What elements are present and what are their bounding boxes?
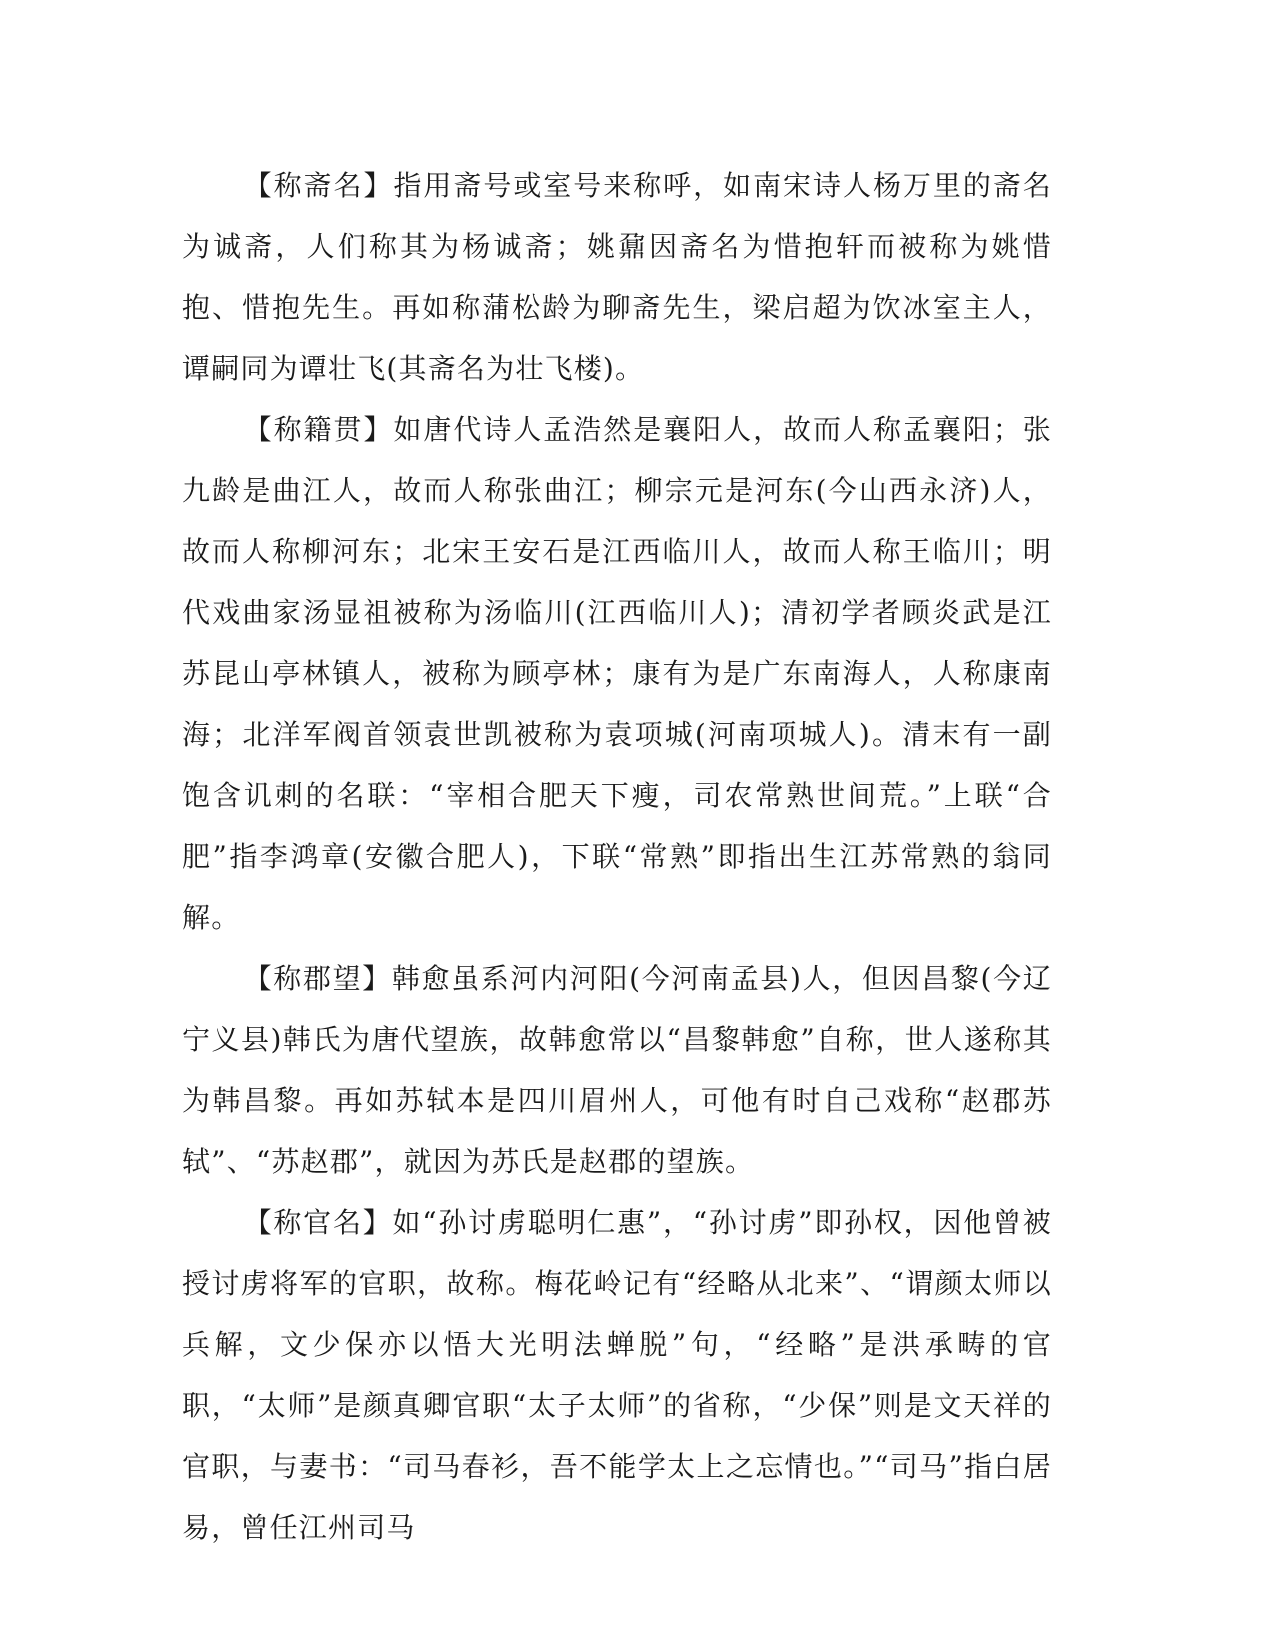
- paragraph-official-title: 【称官名】如“孙讨虏聪明仁惠”，“孙讨虏”即孙权，因他曾被授讨虏将军的官职，故称。梅花岭记有“经略从北来”、“谓颜太师以兵解，文少保亦以悟大光明法蝉脱”句，“经略”是洪承畴的官职，“太师”是颜真卿官职“太子太师”的省称，“少保”则是文天祥的官职，与妻书：“司马春衫，吾不能学太上之忘情也。”“司马”指白居易，曾任江州司马: [182, 1206, 1052, 1544]
- paragraph-native-place: 【称籍贯】如唐代诗人孟浩然是襄阳人，故而人称孟襄阳；张九龄是曲江人，故而人称张曲江；柳宗元是河东(今山西永济)人，故而人称柳河东；北宋王安石是江西临川人，故而人称王临川；明代戏曲家汤显祖被称为汤临川(江西临川人)；清初学者顾炎武是江苏昆山亭林镇人，被称为顾亭林；康有为是广东南海人，人称康南海；北洋军阀首领袁世凯被称为袁项城(河南项城人)。清末有一副饱含讥刺的名联：“宰相合肥天下瘦，司农常熟世间荒。”上联“合肥”指李鸿章(安徽合肥人)，下联“常熟”即指出生江苏常熟的翁同解。: [182, 413, 1052, 934]
- document-body: [182, 155, 1052, 1558]
- paragraph-studio-name: 【称斋名】指用斋号或室号来称呼，如南宋诗人杨万里的斋名为诚斋，人们称其为杨诚斋；姚鼐因斋名为惜抱轩而被称为姚惜抱、惜抱先生。再如称蒲松龄为聊斋先生，梁启超为饮冰室主人，谭嗣同为谭壮飞(其斋名为壮飞楼)。: [182, 169, 1052, 385]
- paragraph-clan-origin: 【称郡望】韩愈虽系河内河阳(今河南孟县)人，但因昌黎(今辽宁义县)韩氏为唐代望族，故韩愈常以“昌黎韩愈”自称，世人遂称其为韩昌黎。再如苏轼本是四川眉州人，可他有时自己戏称“赵郡苏轼”、“苏赵郡”，就因为苏氏是赵郡的望族。: [182, 962, 1052, 1178]
